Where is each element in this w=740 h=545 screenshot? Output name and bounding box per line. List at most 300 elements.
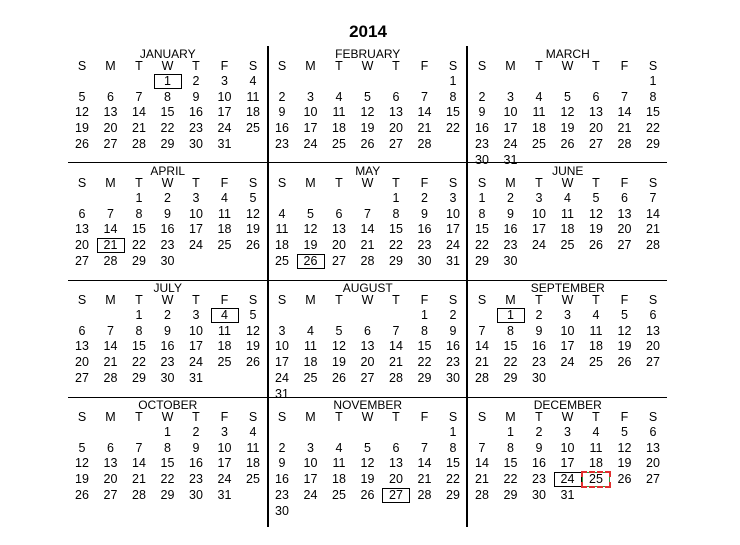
day-cell: 26 <box>360 136 375 151</box>
day-cell: 20 <box>103 121 118 136</box>
day-cell: 9 <box>164 323 171 338</box>
day-cell: 20 <box>75 238 89 253</box>
day-cell: 2 <box>192 425 200 439</box>
day-cell: 9 <box>507 206 514 221</box>
day-cell: 12 <box>617 440 632 455</box>
weekday-header: M <box>105 59 116 73</box>
day-cell: 8 <box>421 323 428 338</box>
day-cell: 26 <box>617 355 632 370</box>
day-cell: 15 <box>160 105 175 120</box>
day-cell: 11 <box>561 206 574 221</box>
day-cell: 12 <box>360 105 375 120</box>
day-cell: 16 <box>189 105 203 120</box>
day-cell: 14 <box>103 339 118 354</box>
day-cell: 3 <box>564 425 571 439</box>
weekday-header: W <box>361 293 374 307</box>
day-cell: 6 <box>78 323 86 338</box>
day-cell: 30 <box>189 136 203 151</box>
day-cell: 7 <box>478 323 486 338</box>
weekday-header: T <box>192 293 200 307</box>
weekday-header: M <box>505 293 516 307</box>
weekday-header: S <box>277 59 287 73</box>
day-cell: 28 <box>617 136 632 151</box>
day-cell: 9 <box>478 105 486 120</box>
day-cell: 10 <box>303 456 318 471</box>
day-cell: 4 <box>592 425 600 439</box>
day-cell: 16 <box>275 472 289 487</box>
weekday-header: S <box>448 410 458 424</box>
day-cell: 17 <box>303 121 318 136</box>
day-cell: 27 <box>75 370 89 385</box>
day-cell: 26 <box>617 472 632 487</box>
day-cell: 18 <box>560 222 575 237</box>
day-cell: 4 <box>249 425 257 439</box>
weekday-header: F <box>420 176 429 190</box>
day-cell: 4 <box>564 191 571 205</box>
month-name: SEPTEMBER <box>530 281 605 295</box>
day-cell: 28 <box>103 370 118 385</box>
day-cell: 30 <box>189 487 203 502</box>
day-cell: 15 <box>132 339 146 354</box>
weekday-header: S <box>248 59 258 73</box>
day-cell: 5 <box>249 308 257 322</box>
weekday-header: F <box>620 59 629 73</box>
day-cell-marked: 27 <box>382 488 410 503</box>
weekday-header: S <box>477 410 487 424</box>
day-cell: 2 <box>478 89 486 104</box>
day-cell: 22 <box>132 355 146 370</box>
day-cell: 24 <box>275 370 289 385</box>
weekday-header: T <box>592 293 600 307</box>
day-cell: 3 <box>564 308 571 322</box>
day-cell: 25 <box>532 136 546 151</box>
day-cell: 18 <box>246 456 260 471</box>
day-cell: 22 <box>389 238 403 253</box>
day-cell: 18 <box>332 121 346 136</box>
day-cell: 15 <box>446 456 460 471</box>
weekday-header: T <box>535 410 543 424</box>
weekday-header: W <box>161 410 174 424</box>
day-cell: 12 <box>303 222 318 237</box>
day-cell: 23 <box>532 472 546 487</box>
day-cell: 24 <box>303 487 318 502</box>
day-cell: 22 <box>132 238 146 253</box>
day-cell: 11 <box>589 440 603 455</box>
day-cell: 1 <box>449 425 457 439</box>
day-cell: 13 <box>75 339 89 354</box>
day-cell: 26 <box>332 370 346 385</box>
day-cell: 7 <box>364 206 371 221</box>
day-cell: 3 <box>535 191 543 205</box>
day-cell: 1 <box>421 308 428 322</box>
weekday-header: W <box>561 293 574 307</box>
day-cell: 14 <box>475 456 489 471</box>
weekday-header: T <box>392 176 400 190</box>
month-name: FEBRUARY <box>335 47 401 61</box>
day-cell: 7 <box>107 323 114 338</box>
weekday-header: S <box>277 410 287 424</box>
day-cell: 19 <box>75 121 89 136</box>
day-cell: 25 <box>217 355 232 370</box>
day-cell: 11 <box>275 222 289 237</box>
day-cell: 22 <box>160 121 175 136</box>
day-cell: 19 <box>617 456 632 471</box>
day-cell: 26 <box>75 136 89 151</box>
day-cell: 6 <box>621 191 628 205</box>
day-cell: 11 <box>332 105 346 120</box>
day-cell: 7 <box>421 89 428 104</box>
day-cell: 22 <box>475 238 489 253</box>
day-cell: 10 <box>189 323 203 338</box>
day-cell: 30 <box>446 370 460 385</box>
day-cell: 29 <box>132 253 146 268</box>
day-cell: 29 <box>132 370 146 385</box>
day-cell: 18 <box>217 339 232 354</box>
day-cell: 8 <box>135 323 143 338</box>
day-cell: 25 <box>589 355 603 370</box>
weekday-header: W <box>361 410 374 424</box>
weekday-header: W <box>161 59 174 73</box>
day-cell: 30 <box>275 503 289 518</box>
weekday-header: T <box>335 59 343 73</box>
day-cell: 12 <box>75 456 89 471</box>
day-cell: 8 <box>649 89 657 104</box>
month-name: AUGUST <box>342 281 393 295</box>
day-cell: 10 <box>532 206 546 221</box>
day-cell: 5 <box>564 89 571 104</box>
day-cell: 28 <box>417 136 432 151</box>
day-cell: 1 <box>478 191 486 205</box>
day-cell: 7 <box>107 206 114 221</box>
day-cell: 28 <box>646 238 660 253</box>
weekday-header: M <box>505 410 516 424</box>
weekday-header: M <box>105 176 116 190</box>
weekday-header: W <box>361 176 374 190</box>
day-cell: 9 <box>449 323 457 338</box>
day-cell: 29 <box>417 370 432 385</box>
day-cell: 8 <box>507 440 514 455</box>
weekday-header: W <box>561 176 574 190</box>
weekday-header: T <box>135 293 143 307</box>
day-cell: 18 <box>217 222 232 237</box>
day-cell: 19 <box>332 355 346 370</box>
weekday-header: T <box>135 410 143 424</box>
day-cell: 16 <box>160 339 175 354</box>
day-cell: 29 <box>503 370 518 385</box>
day-cell: 17 <box>303 472 318 487</box>
weekday-header: M <box>305 293 316 307</box>
day-cell: 2 <box>192 74 200 88</box>
day-cell: 26 <box>75 487 89 502</box>
day-cell: 5 <box>78 89 86 104</box>
day-cell: 16 <box>275 121 289 136</box>
day-cell: 28 <box>132 487 146 502</box>
weekday-header: S <box>77 410 87 424</box>
weekday-header: S <box>277 176 287 190</box>
day-cell: 27 <box>332 253 346 268</box>
day-cell: 20 <box>589 121 603 136</box>
day-cell: 31 <box>446 253 460 268</box>
day-cell: 5 <box>249 191 257 205</box>
day-cell: 26 <box>360 487 375 502</box>
day-cell: 31 <box>275 386 289 401</box>
day-cell: 23 <box>446 355 460 370</box>
day-cell: 21 <box>389 355 403 370</box>
day-cell: 25 <box>303 370 318 385</box>
day-cell: 17 <box>275 355 289 370</box>
day-cell-marked: 1 <box>154 74 182 89</box>
day-cell: 12 <box>560 105 575 120</box>
weekday-header: T <box>535 176 543 190</box>
day-cell: 8 <box>507 323 514 338</box>
day-cell: 6 <box>392 440 400 455</box>
day-cell: 11 <box>332 456 346 471</box>
day-cell: 24 <box>189 238 203 253</box>
day-cell: 10 <box>217 89 232 104</box>
day-cell: 4 <box>592 308 600 322</box>
day-cell: 23 <box>475 136 489 151</box>
day-cell: 10 <box>217 440 232 455</box>
day-cell: 10 <box>446 206 460 221</box>
weekday-header: T <box>592 59 600 73</box>
day-cell: 2 <box>535 425 543 439</box>
day-cell: 3 <box>507 89 514 104</box>
day-cell: 22 <box>503 472 518 487</box>
weekday-header: W <box>161 176 174 190</box>
weekday-header: S <box>77 176 87 190</box>
weekday-header: T <box>192 59 200 73</box>
weekday-header: T <box>192 410 200 424</box>
day-cell: 9 <box>535 440 543 455</box>
weekday-header: S <box>448 176 458 190</box>
day-cell: 5 <box>621 308 628 322</box>
day-cell: 19 <box>617 339 632 354</box>
day-cell: 21 <box>617 121 632 136</box>
day-cell: 9 <box>535 323 543 338</box>
day-cell: 11 <box>532 105 546 120</box>
day-cell: 10 <box>560 440 575 455</box>
day-cell: 7 <box>135 440 143 455</box>
day-cell: 29 <box>160 487 175 502</box>
weekday-header: T <box>135 176 143 190</box>
day-cell: 3 <box>307 440 314 455</box>
day-cell: 9 <box>421 206 428 221</box>
day-cell: 13 <box>646 323 660 338</box>
weekday-header: W <box>161 293 174 307</box>
day-cell: 4 <box>249 74 257 88</box>
weekday-header: S <box>477 59 487 73</box>
day-cell: 17 <box>189 222 203 237</box>
day-cell: 11 <box>246 440 260 455</box>
day-cell: 31 <box>189 370 203 385</box>
weekday-header: T <box>192 176 200 190</box>
day-cell: 9 <box>192 89 200 104</box>
day-cell: 3 <box>192 191 200 205</box>
day-cell: 8 <box>478 206 486 221</box>
day-cell: 22 <box>417 355 432 370</box>
day-cell: 20 <box>332 238 346 253</box>
day-cell: 22 <box>446 121 460 136</box>
day-cell: 25 <box>246 121 260 136</box>
day-cell: 26 <box>246 238 260 253</box>
day-cell: 10 <box>560 323 575 338</box>
day-cell: 29 <box>389 253 403 268</box>
day-cell: 29 <box>160 136 175 151</box>
day-cell: 8 <box>164 89 171 104</box>
day-cell: 23 <box>160 355 175 370</box>
day-cell: 5 <box>592 191 600 205</box>
weekday-header: S <box>248 410 258 424</box>
day-cell: 12 <box>332 339 346 354</box>
day-cell: 10 <box>303 105 318 120</box>
day-cell: 6 <box>335 206 343 221</box>
day-cell: 25 <box>332 136 346 151</box>
day-cell: 24 <box>446 238 460 253</box>
day-cell: 1 <box>164 425 171 439</box>
day-cell: 20 <box>646 456 660 471</box>
day-cell: 9 <box>192 440 200 455</box>
day-cell: 21 <box>646 222 660 237</box>
weekday-header: T <box>535 59 543 73</box>
day-cell: 3 <box>278 323 286 338</box>
day-cell: 23 <box>275 136 289 151</box>
day-cell: 16 <box>417 222 432 237</box>
day-cell: 2 <box>421 191 428 205</box>
day-cell: 14 <box>132 456 146 471</box>
day-cell: 7 <box>135 89 143 104</box>
day-cell: 29 <box>503 487 518 502</box>
day-cell: 6 <box>364 323 371 338</box>
weekday-header: F <box>420 59 429 73</box>
day-cell: 5 <box>364 89 371 104</box>
day-cell: 27 <box>360 370 375 385</box>
month-name: MAY <box>355 164 381 178</box>
day-cell: 24 <box>532 238 546 253</box>
day-cell: 5 <box>335 323 343 338</box>
day-cell: 6 <box>649 308 657 322</box>
day-cell: 28 <box>475 487 489 502</box>
day-cell: 10 <box>275 339 289 354</box>
day-cell: 5 <box>307 206 314 221</box>
weekday-header: F <box>220 410 229 424</box>
weekday-header: S <box>77 59 87 73</box>
day-cell: 5 <box>364 440 371 455</box>
day-cell: 20 <box>389 121 403 136</box>
weekday-header: S <box>648 176 658 190</box>
day-cell: 10 <box>189 206 203 221</box>
day-cell-marked: 26 <box>297 254 325 269</box>
day-cell: 18 <box>589 456 603 471</box>
day-cell: 27 <box>103 136 118 151</box>
day-cell: 4 <box>335 440 343 455</box>
day-cell: 9 <box>278 456 286 471</box>
day-cell: 15 <box>132 222 146 237</box>
day-cell: 6 <box>78 206 86 221</box>
day-cell: 25 <box>217 238 232 253</box>
day-cell: 22 <box>160 472 175 487</box>
day-cell: 13 <box>332 222 346 237</box>
day-cell: 24 <box>560 355 575 370</box>
day-cell: 4 <box>335 89 343 104</box>
weekday-header: S <box>248 293 258 307</box>
day-cell: 22 <box>503 355 518 370</box>
weekday-header: S <box>277 293 287 307</box>
weekday-header: T <box>392 293 400 307</box>
day-cell: 31 <box>217 487 232 502</box>
day-cell: 21 <box>103 355 118 370</box>
day-cell: 4 <box>535 89 543 104</box>
day-cell: 13 <box>389 456 403 471</box>
day-cell: 18 <box>532 121 546 136</box>
day-cell: 21 <box>132 472 146 487</box>
day-cell: 23 <box>160 238 175 253</box>
weekday-header: T <box>392 410 400 424</box>
day-cell: 4 <box>278 206 286 221</box>
month-name: JANUARY <box>139 47 196 61</box>
day-cell: 15 <box>503 339 518 354</box>
day-cell: 23 <box>189 472 203 487</box>
day-cell: 13 <box>589 105 603 120</box>
day-cell: 9 <box>164 206 171 221</box>
day-cell: 28 <box>103 253 118 268</box>
day-cell: 19 <box>246 222 260 237</box>
day-cell: 6 <box>107 89 114 104</box>
day-cell: 11 <box>218 206 231 221</box>
day-cell: 18 <box>303 355 318 370</box>
day-cell: 10 <box>503 105 518 120</box>
day-cell: 13 <box>617 206 632 221</box>
day-cell: 19 <box>560 121 575 136</box>
day-cell: 19 <box>303 238 318 253</box>
year-title: 2014 <box>349 22 387 41</box>
day-cell: 28 <box>475 370 489 385</box>
day-cell: 2 <box>164 308 171 322</box>
day-cell: 30 <box>475 152 489 167</box>
weekday-header: W <box>561 410 574 424</box>
day-cell: 21 <box>475 355 489 370</box>
day-cell: 8 <box>449 89 457 104</box>
day-cell: 29 <box>475 253 489 268</box>
weekday-header: S <box>477 293 487 307</box>
weekday-header: T <box>535 293 543 307</box>
day-cell: 2 <box>278 440 286 455</box>
day-cell: 30 <box>503 253 518 268</box>
day-cell: 15 <box>446 105 460 120</box>
day-cell: 12 <box>360 456 375 471</box>
weekday-header: M <box>305 176 316 190</box>
day-cell: 3 <box>449 191 457 205</box>
weekday-header: M <box>505 176 516 190</box>
day-cell: 25 <box>560 238 575 253</box>
day-cell: 8 <box>164 440 171 455</box>
day-cell: 12 <box>589 206 603 221</box>
day-cell: 2 <box>164 191 171 205</box>
month-name: APRIL <box>150 164 186 178</box>
weekday-header: M <box>305 59 316 73</box>
day-cell: 27 <box>646 355 660 370</box>
day-cell: 2 <box>278 89 286 104</box>
weekday-header: M <box>505 59 516 73</box>
day-cell: 13 <box>389 105 403 120</box>
day-cell: 5 <box>78 440 86 455</box>
day-cell: 20 <box>646 339 660 354</box>
weekday-header: T <box>592 410 600 424</box>
weekday-header: S <box>448 59 458 73</box>
day-cell: 2 <box>449 308 457 322</box>
day-cell: 13 <box>75 222 89 237</box>
day-cell: 31 <box>217 136 232 151</box>
day-cell: 28 <box>417 487 432 502</box>
